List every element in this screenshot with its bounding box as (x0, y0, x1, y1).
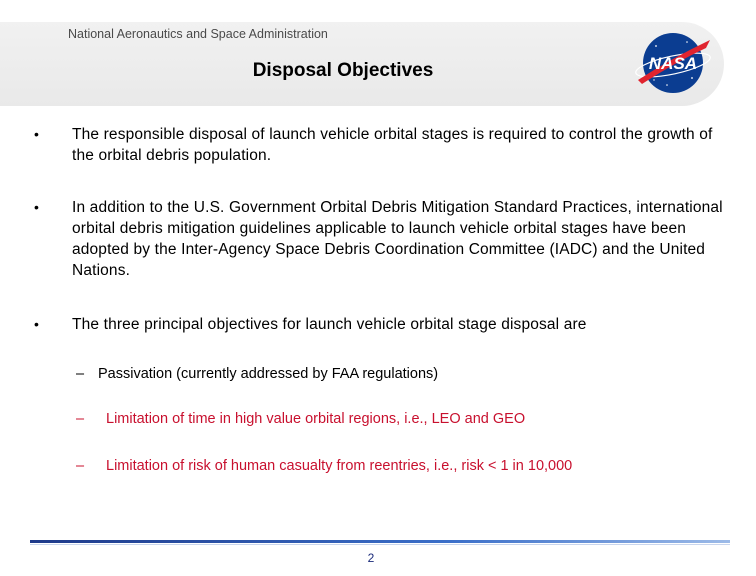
bullet-mark: • (34, 316, 40, 332)
bullet-item-3 (34, 314, 734, 335)
sub-bullet-3 (76, 456, 716, 476)
sub-bullet-text: Limitation of risk of human casualty from reentries, i.e., risk < 1 in 10,000 (106, 458, 573, 474)
svg-text:NASA: NASA (648, 54, 698, 73)
sub-bullet-1 (76, 364, 716, 384)
sub-bullet-dash: – (76, 411, 85, 427)
sub-bullet-text: Limitation of time in high value orbital regions, i.e., LEO and GEO (106, 411, 526, 427)
sub-bullet-2 (76, 409, 716, 429)
page-number: 2 (367, 551, 375, 565)
bullet-item-1 (34, 124, 734, 166)
nasa-logo-icon (632, 28, 714, 98)
bullet-mark: • (34, 126, 40, 142)
page-title: Disposal Objectives (252, 60, 434, 81)
agency-name: National Aeronautics and Space Administration (68, 27, 328, 41)
bullet-mark: • (34, 199, 40, 215)
footer-divider-light (30, 544, 730, 545)
bullet-text: The three principal objectives for launch vehicle orbital stage disposal are (72, 316, 587, 333)
footer-divider (30, 540, 730, 543)
bullet-item-2 (34, 197, 734, 281)
sub-bullet-dash: – (76, 366, 85, 382)
sub-bullet-dash: – (76, 458, 85, 474)
bullet-text: In addition to the U.S. Government Orbital Debris Mitigation Standard Practices, international orbital debris mitigation guidelines applicable to launch vehicle orbital stages have been adopted by the Inter-Agency Space Debris Coordination Committee (IADC) and the United Nations. (72, 199, 723, 279)
sub-bullet-text: Passivation (currently addressed by FAA regulations) (98, 366, 439, 382)
bullet-text: The responsible disposal of launch vehicle orbital stages is required to control the growth of the orbital debris population. (72, 126, 713, 164)
